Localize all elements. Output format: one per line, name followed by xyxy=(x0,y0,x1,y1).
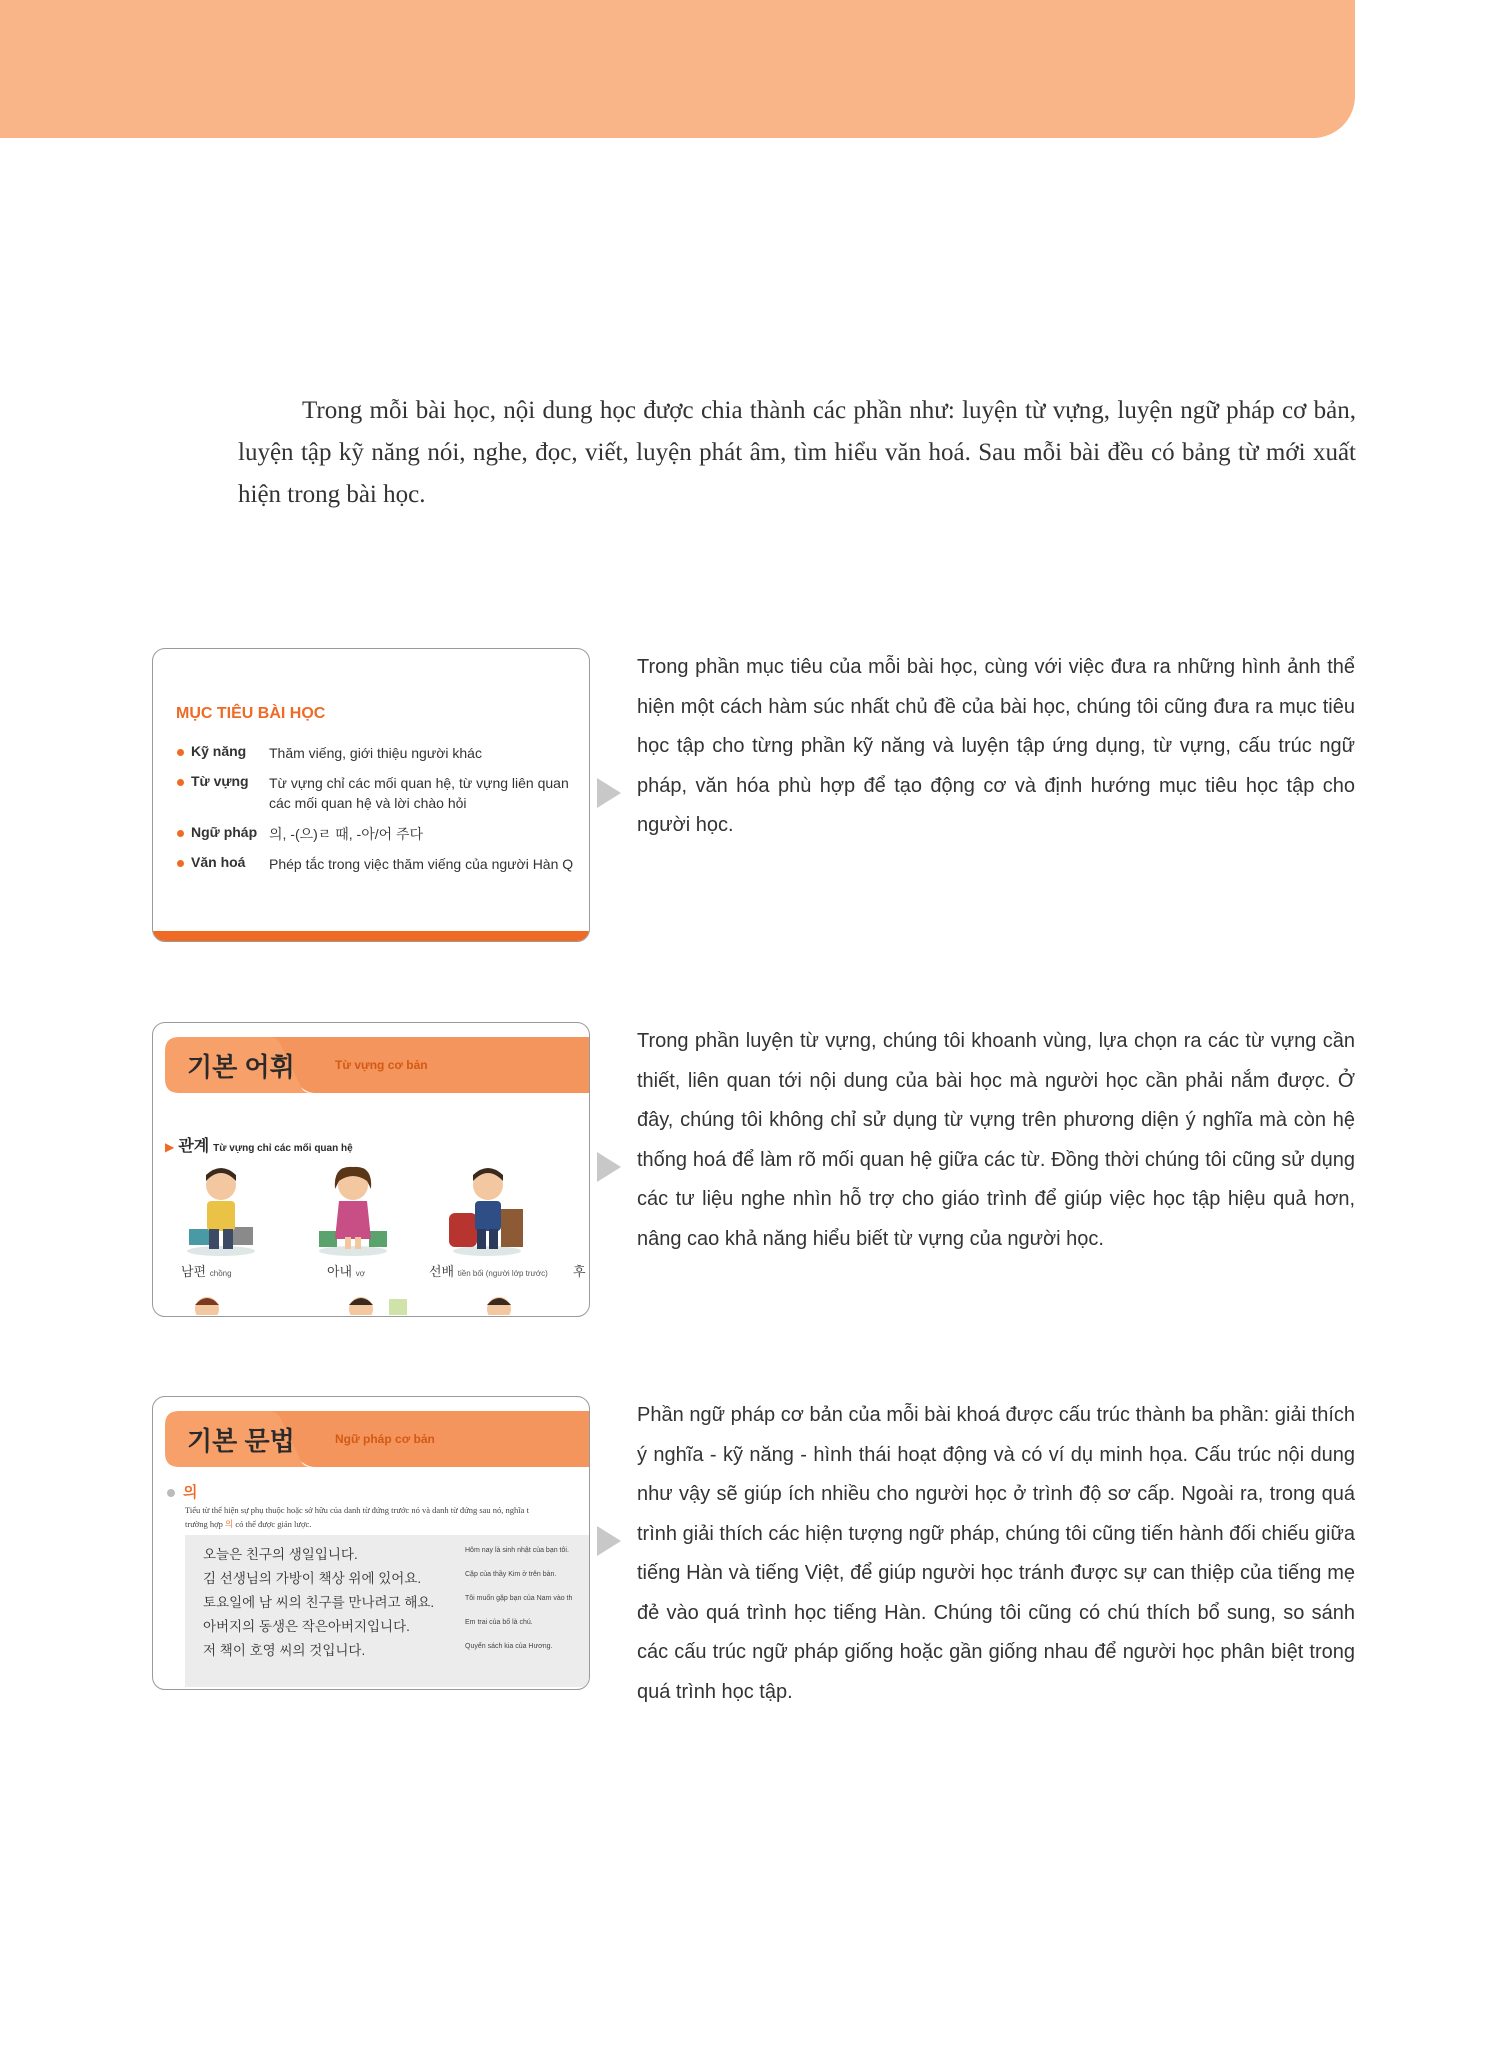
section-description: Trong phần mục tiêu của mỗi bài học, cùng với việc đưa ra những hình ảnh thể hiện một cách hàm súc nhất chủ đề của bài học, chúng tôi cũng đưa ra mục tiêu học tập cho từng phần kỹ năng và luyện tập ứng dụng, từ vựng, cấu trúc ngữ pháp, văn hóa phù hợp để tạo động cơ và định hướng mục tiêu học tập cho người học. xyxy=(637,656,1355,836)
section-heading: 기본 문법 Ngữ pháp cơ bản xyxy=(165,1411,590,1467)
bullet-icon xyxy=(167,1489,175,1497)
vocab-caption: 아내 vợ xyxy=(327,1264,365,1279)
example-korean: 김 선생님의 가방이 책상 위에 있어요. xyxy=(203,1571,422,1586)
example-korean: 오늘은 친구의 생일입니다. xyxy=(203,1547,358,1562)
husband-illustration xyxy=(181,1161,261,1257)
vocab-caption: 선배 tiền bối (người lớp trước) xyxy=(429,1264,548,1279)
example-vietnamese: Cặp của thầy Kim ở trên bàn. xyxy=(465,1571,557,1578)
examples-box xyxy=(185,1535,590,1687)
panel-bottom-bar xyxy=(153,931,589,941)
section-heading: 기본 어휘 Từ vựng cơ bản xyxy=(165,1037,590,1093)
example-korean: 토요일에 남 씨의 친구를 만나려고 해요. xyxy=(203,1595,435,1610)
partial-illustrations xyxy=(193,1285,573,1315)
bullet-icon xyxy=(177,860,184,867)
grammar-item: 의 xyxy=(167,1481,198,1502)
example-vietnamese: Em trai của bố là chú. xyxy=(465,1619,533,1626)
grammar-description: Tiểu từ thể hiện sự phụ thuộc hoặc sở hữu của danh từ đứng trước nó và danh từ đứng sau nó, nghĩa t trường hợp 의 có thể được giản lược. xyxy=(185,1505,529,1529)
bullet-icon xyxy=(177,749,184,756)
triangle-icon: ▶ xyxy=(165,1140,175,1154)
example-vietnamese: Hôm nay là sinh nhật của bạn tôi. xyxy=(465,1547,569,1554)
wife-illustration xyxy=(313,1161,393,1257)
example-korean: 저 책이 호영 씨의 것입니다. xyxy=(203,1643,366,1658)
arrow-right-icon xyxy=(597,1152,621,1182)
objective-row: Từ vựng Từ vựng chỉ các mối quan hệ, từ vựng liên quan các mối quan hệ và lời chào hỏi xyxy=(177,773,275,789)
vocabulary-panel xyxy=(152,1022,590,1317)
section-description: Phần ngữ pháp cơ bản của mỗi bài khoá được cấu trúc thành ba phần: giải thích ý nghĩa - kỹ năng - hình thái hoạt động và có ví dụ minh họa. Cấu trúc nội dung như vậy sẽ giúp ích nhiều cho người học ở trình độ sơ cấp. Ngoài ra, trong quá trình giải thích các hiện tượng ngữ pháp, chúng tôi cũng tiến hành đối chiếu giữa tiếng Hàn và tiếng Việt, để giúp người học tránh được sự can thiệp của tiếng mẹ đẻ vào quá trình học tiếng Hàn. Chúng tôi cũng có chú thích bổ sung, so sánh các cấu trúc ngữ pháp giống hoặc gần giống nhau để người học phân biệt trong quá trình học tập. xyxy=(637,1404,1355,1703)
bullet-icon xyxy=(177,830,184,837)
intro-paragraph: Trong mỗi bài học, nội dung học được chia thành các phần như: luyện từ vựng, luyện ngữ pháp cơ bản, luyện tập kỹ năng nói, nghe, đọc, viết, luyện phát âm, tìm hiểu văn hoá. Sau mỗi bài đều có bảng từ mới xuất hiện trong bài học. xyxy=(238,397,1356,508)
bullet-icon xyxy=(177,779,184,786)
header-band xyxy=(0,0,1355,138)
lesson-objectives-panel xyxy=(152,648,590,942)
objective-row: Ngữ pháp 의, -(으)ㄹ 때, -아/어 주다 xyxy=(177,824,275,840)
vocab-caption: 후 xyxy=(573,1264,586,1279)
panel-title: MỤC TIÊU BÀI HỌC xyxy=(176,705,326,722)
arrow-right-icon xyxy=(597,1526,621,1556)
senior-illustration xyxy=(447,1161,527,1257)
vocab-caption: 남편 chồng xyxy=(181,1264,232,1279)
example-korean: 아버지의 동생은 작은아버지입니다. xyxy=(203,1619,410,1634)
section-description: Trong phần luyện từ vựng, chúng tôi khoanh vùng, lựa chọn ra các từ vựng cần thiết, liên quan tới nội dung của bài học mà người học cần phải nắm được. Ở đây, chúng tôi không chỉ sử dụng từ vựng trên phương diện ý nghĩa mà còn hệ thống hoá để làm rõ mối quan hệ giữa các từ. Đồng thời chúng tôi cũng sử dụng các tư liệu nghe nhìn hỗ trợ cho giáo trình để giúp việc học tập hiệu quả hơn, nâng cao khả năng hiểu biết từ vựng của người học. xyxy=(637,1030,1355,1250)
vocab-subheading: ▶ 관계 Từ vựng chỉ các mối quan hệ xyxy=(165,1138,353,1155)
example-vietnamese: Tôi muốn gặp bạn của Nam vào th xyxy=(465,1595,573,1602)
grammar-panel xyxy=(152,1396,590,1690)
arrow-right-icon xyxy=(597,778,621,808)
objective-row: Kỹ năng Thăm viếng, giới thiệu người khác xyxy=(177,743,275,759)
example-vietnamese: Quyển sách kia của Hương. xyxy=(465,1643,553,1650)
objective-row: Văn hoá Phép tắc trong việc thăm viếng của người Hàn Q xyxy=(177,854,275,870)
